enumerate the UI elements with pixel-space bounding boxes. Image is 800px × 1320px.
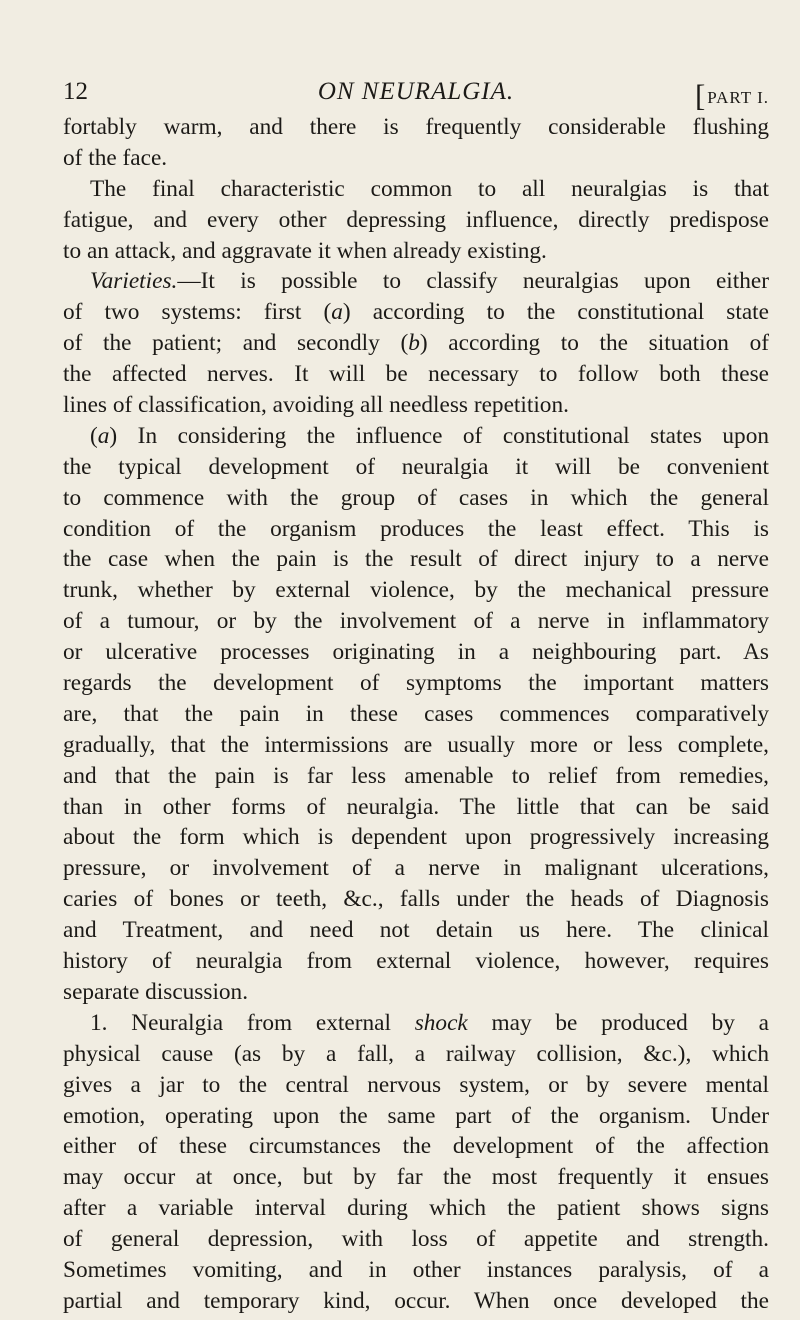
text-span: separate discussion. [63, 978, 249, 1005]
text-line [63, 606, 769, 637]
text-span: after a variable interval during which the patient shows signs [63, 1195, 769, 1222]
text-line [63, 575, 769, 606]
text-span: caries of bones or teeth, &c., falls under the heads of Diagnosis [63, 886, 769, 913]
body-text [63, 112, 769, 1317]
book-page [63, 0, 769, 1320]
running-title: ON NEURALGIA. [317, 78, 515, 105]
text-span: of a tumour, or by the involvement of a nerve in inflammatory [63, 608, 769, 635]
text-line [63, 359, 769, 390]
text-span: may occur at once, but by far the most frequently it ensues [63, 1164, 769, 1191]
text-span: gradually, that the intermissions are usually more or less complete, [63, 731, 769, 758]
text-line [63, 205, 769, 236]
text-span: of the face. [63, 144, 168, 171]
text-span: fortably warm, and there is frequently considerable flushing [63, 114, 769, 140]
text-span: The final characteristic common to all neuralgias is that [90, 175, 769, 202]
text-line [63, 1286, 769, 1317]
text-line [63, 390, 769, 421]
text-span: the typical development of neuralgia it will be convenient [63, 453, 769, 480]
text-span: gives a jar to the central nervous system, or by severe mental [63, 1071, 769, 1098]
text-span: regards the development of symptoms the important matters [63, 670, 769, 697]
italic-text: a [97, 422, 110, 449]
text-line [63, 483, 769, 514]
text-line [63, 668, 769, 699]
text-span: or ulcerative processes originating in a neighbouring part. As [63, 639, 769, 666]
text-line [63, 761, 769, 792]
text-line [63, 946, 769, 977]
text-span: lines of classification, avoiding all needless repetition. [63, 392, 569, 419]
text-span: 1. Neuralgia from external [90, 1009, 415, 1036]
text-line [63, 1039, 769, 1070]
text-line [63, 915, 769, 946]
text-line [63, 143, 769, 174]
text-span: to commence with the group of cases in which the general [63, 484, 769, 511]
text-line [63, 174, 769, 205]
text-span: ( [90, 422, 98, 449]
italic-text: a [331, 299, 343, 326]
text-line [63, 452, 769, 483]
text-span: to an attack, and aggravate it when already existing. [63, 237, 547, 264]
text-line [63, 421, 769, 452]
text-span: are, that the pain in these cases commences comparatively [63, 700, 769, 727]
text-line [63, 1131, 769, 1162]
text-line [63, 514, 769, 545]
text-span: Sometimes vomiting, and in other instances paralysis, of a [63, 1256, 769, 1283]
text-line [63, 699, 769, 730]
text-line [63, 328, 769, 359]
italic-text: Varieties. [90, 268, 178, 295]
text-span: partial and temporary kind, occur. When once developed the [63, 1287, 769, 1314]
text-span: ) according to the constitutional state [342, 299, 769, 326]
text-line [63, 822, 769, 853]
text-line [63, 1193, 769, 1224]
text-line [63, 1101, 769, 1132]
text-line [63, 884, 769, 915]
text-span: ) In considering the influence of constitutional states upon [109, 422, 769, 449]
text-line [63, 730, 769, 761]
text-line [63, 1224, 769, 1255]
text-line [63, 792, 769, 823]
italic-text: shock [414, 1009, 468, 1036]
text-line [63, 236, 769, 267]
text-line [63, 853, 769, 884]
text-span: pressure, or involvement of a nerve in malignant ulcerations, [63, 855, 769, 882]
text-span: emotion, operating upon the same part of the organism. Under [63, 1102, 769, 1129]
running-head [63, 54, 769, 107]
text-span: the affected nerves. It will be necessary to follow both these [63, 361, 769, 388]
text-line [63, 637, 769, 668]
page-number: 12 [63, 78, 88, 105]
text-line [63, 1162, 769, 1193]
text-line [63, 1070, 769, 1101]
text-span: the case when the pain is the result of direct injury to a nerve [63, 546, 769, 573]
text-span: and that the pain is far less amenable to relief from remedies, [63, 762, 769, 789]
text-span: and Treatment, and need not detain us here. The clinical [63, 917, 769, 944]
text-span: physical cause (as by a fall, a railway collision, &c.), which [63, 1040, 769, 1067]
text-span: history of neuralgia from external violence, however, requires [63, 948, 769, 975]
text-span: of general depression, with loss of appetite and strength. [63, 1226, 769, 1253]
text-span: may be produced by a [467, 1009, 770, 1036]
part-label: [ PART I. [695, 78, 769, 114]
text-span: trunk, whether by external violence, by the mechanical pressure [63, 577, 769, 604]
text-line [63, 1255, 769, 1286]
italic-text: b [408, 330, 420, 357]
text-span: ) according to the situation of [419, 330, 769, 357]
text-span: than in other forms of neuralgia. The little that can be said [63, 793, 769, 820]
text-line [63, 544, 769, 575]
text-span: of the patient; and secondly ( [63, 330, 409, 357]
text-span: of two systems: first ( [63, 299, 332, 326]
text-line [63, 297, 769, 328]
text-span: —It is possible to classify neuralgias upon either [177, 268, 769, 295]
text-line [63, 112, 769, 143]
text-line [63, 266, 769, 297]
text-span: fatigue, and every other depressing influence, directly predispose [63, 206, 769, 233]
text-span: either of these circumstances the development of the affection [63, 1133, 769, 1160]
text-span: condition of the organism produces the least effect. This is [63, 515, 769, 542]
text-line [63, 977, 769, 1008]
text-span: about the form which is dependent upon progressively increasing [63, 824, 769, 851]
text-line [63, 1008, 769, 1039]
